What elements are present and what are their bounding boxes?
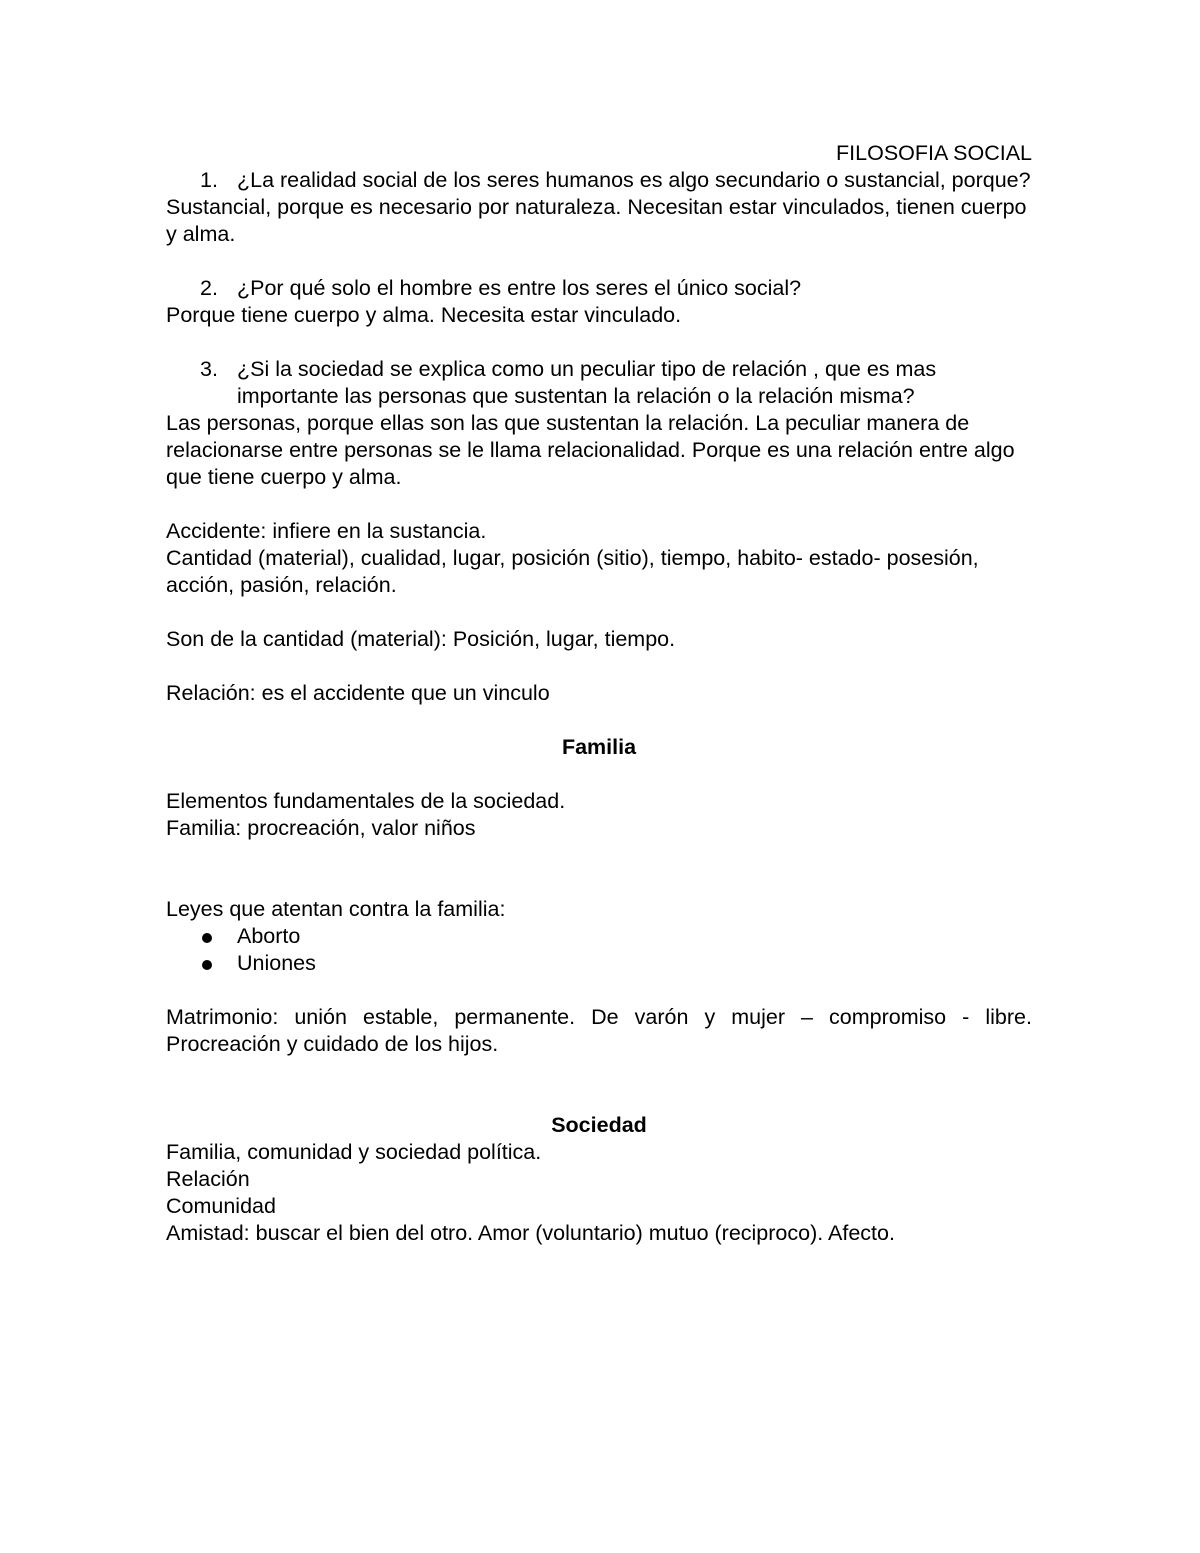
cantidad-line: Son de la cantidad (material): Posición, lugar, tiempo.	[166, 627, 676, 651]
list-item	[166, 923, 1032, 950]
sociedad-line-1: Familia, comunidad y sociedad política.	[166, 1140, 542, 1164]
document-body	[166, 140, 1032, 1247]
bullet-icon	[202, 933, 212, 943]
blank-line	[166, 761, 1032, 788]
familia-line-1: Elementos fundamentales de la sociedad.	[166, 789, 566, 813]
blank-line	[166, 329, 1032, 356]
blank-line	[166, 248, 1032, 275]
sociedad-line-2: Relación	[166, 1167, 250, 1191]
sociedad-line-4: Amistad: buscar el bien del otro. Amor (voluntario) mutuo (reciproco). Afecto.	[166, 1221, 895, 1245]
bullet-icon	[202, 960, 212, 970]
answer-3: Las personas, porque ellas son las que sustentan la relación. La peculiar manera de relacionarse entre personas se le llama relacionalidad. Porque es una relación entre algo que tiene cuerpo y alma.	[166, 411, 1015, 489]
answer-1: Sustancial, porque es necesario por naturaleza. Necesitan estar vinculados, tienen cuerpo y alma.	[166, 195, 1027, 246]
blank-line	[166, 869, 1032, 896]
question-text: ¿La realidad social de los seres humanos es algo secundario o sustancial, porque?	[237, 168, 1031, 192]
blank-line	[166, 599, 1032, 626]
question-number: 2.	[200, 276, 218, 300]
question-text: ¿Si la sociedad se explica como un peculiar tipo de relación , que es mas importante las personas que sustentan la relación o la relación misma?	[237, 357, 937, 408]
blank-line	[166, 977, 1032, 1004]
familia-heading: Familia	[561, 735, 637, 759]
blank-line	[166, 653, 1032, 680]
question-text: ¿Por qué solo el hombre es entre los seres el único social?	[237, 276, 802, 300]
matrimonio-paragraph: Matrimonio: unión estable, permanente. De varón y mujer – compromiso - libre. Procreación y cuidado de los hijos.	[166, 1005, 1032, 1056]
blank-line	[166, 707, 1032, 734]
leyes-intro: Leyes que atentan contra la familia:	[166, 897, 506, 921]
list-item-text: Aborto	[237, 924, 301, 948]
list-item	[166, 950, 1032, 977]
relacion-line: Relación: es el accidente que un vinculo	[166, 681, 550, 705]
list-item-text: Uniones	[237, 951, 316, 975]
accidente-definition: Accidente: infiere en la sustancia.	[166, 519, 487, 543]
familia-line-2: Familia: procreación, valor niños	[166, 816, 476, 840]
accidente-list: Cantidad (material), cualidad, lugar, posición (sitio), tiempo, habito- estado- posesión, acción, pasión, relación.	[166, 546, 979, 597]
leyes-list	[166, 923, 1032, 977]
question-2	[166, 275, 1032, 302]
question-number: 3.	[200, 357, 218, 381]
question-1	[166, 167, 1032, 194]
blank-line	[166, 491, 1032, 518]
answer-2: Porque tiene cuerpo y alma. Necesita estar vinculado.	[166, 303, 682, 327]
question-3	[166, 356, 1032, 410]
blank-line	[166, 1058, 1032, 1085]
sociedad-heading: Sociedad	[551, 1113, 647, 1137]
document-title: FILOSOFIA SOCIAL	[836, 141, 1032, 165]
sociedad-line-3: Comunidad	[166, 1194, 276, 1218]
question-number: 1.	[200, 168, 218, 192]
blank-line	[166, 842, 1032, 869]
blank-line	[166, 1085, 1032, 1112]
